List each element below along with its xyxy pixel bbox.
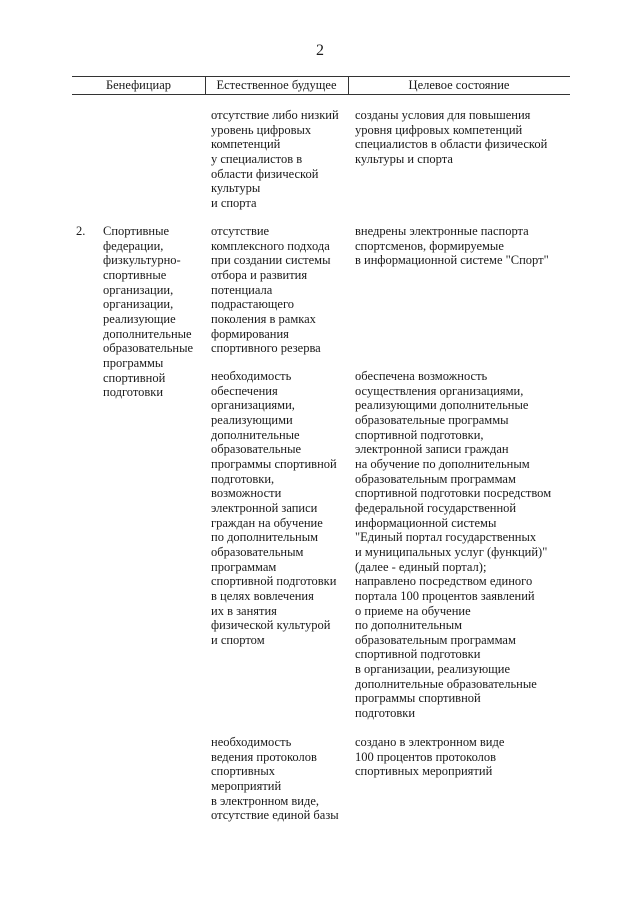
page-number: 2 (316, 42, 324, 59)
header-target-state: Целевое состояние (408, 78, 510, 92)
row-number: 2. (76, 224, 86, 238)
target-state-cell: внедрены электронные паспорта спортсменов, формируемые в информационной системе "Спорт" (355, 224, 549, 268)
natural-future-cell: необходимость ведения протоколов спортивных мероприятий в электронном виде, отсутствие единой базы (211, 735, 339, 823)
target-state-cell: обеспечена возможность осуществления организациями, реализующими дополнительные образовательные программы спортивной подготовки, электронной записи граждан на обучение по дополнительным образовательным программам спортивной подготовки посредством федеральной государственной информационной системы "Единый портал государственных и муниципальных услуг (функций)" (далее - единый портал); направлено посредством единого портала 100 процентов заявлений о приеме на обучение по дополнительным образовательным программам спортивной подготовки в организации, реализующие дополнительные образовательные программы спортивной подготовки (355, 369, 552, 721)
natural-future-cell: отсутствие либо низкий уровень цифровых компетенций у специалистов в области физической культуры и спорта (211, 108, 339, 210)
target-state-cell: созданы условия для повышения уровня цифровых компетенций специалистов в области физической культуры и спорта (355, 108, 548, 166)
natural-future-cell: необходимость обеспечения организациями, реализующими дополнительные образовательные программы спортивной подготовки, возможности электронной записи граждан на обучение по дополнительным образовательным программам спортивной подготовки в целях вовлечения их в занятия физической культурой и спортом (211, 369, 337, 647)
beneficiary-cell: Спортивные федерации, физкультурно- спортивные организации, организации, реализующие дополнительные образовательные программы спортивной подготовки (103, 224, 194, 400)
target-state-cell: создано в электронном виде 100 процентов протоколов спортивных мероприятий (355, 735, 505, 779)
natural-future-cell: отсутствие комплексного подхода при создании системы отбора и развития потенциала подрастающего поколения в рамках формирования спортивного резерва (211, 224, 331, 356)
header-beneficiary: Бенефициар (105, 78, 172, 92)
header-natural-future: Естественное будущее (216, 78, 337, 92)
table-header-bottom-border (72, 94, 570, 95)
